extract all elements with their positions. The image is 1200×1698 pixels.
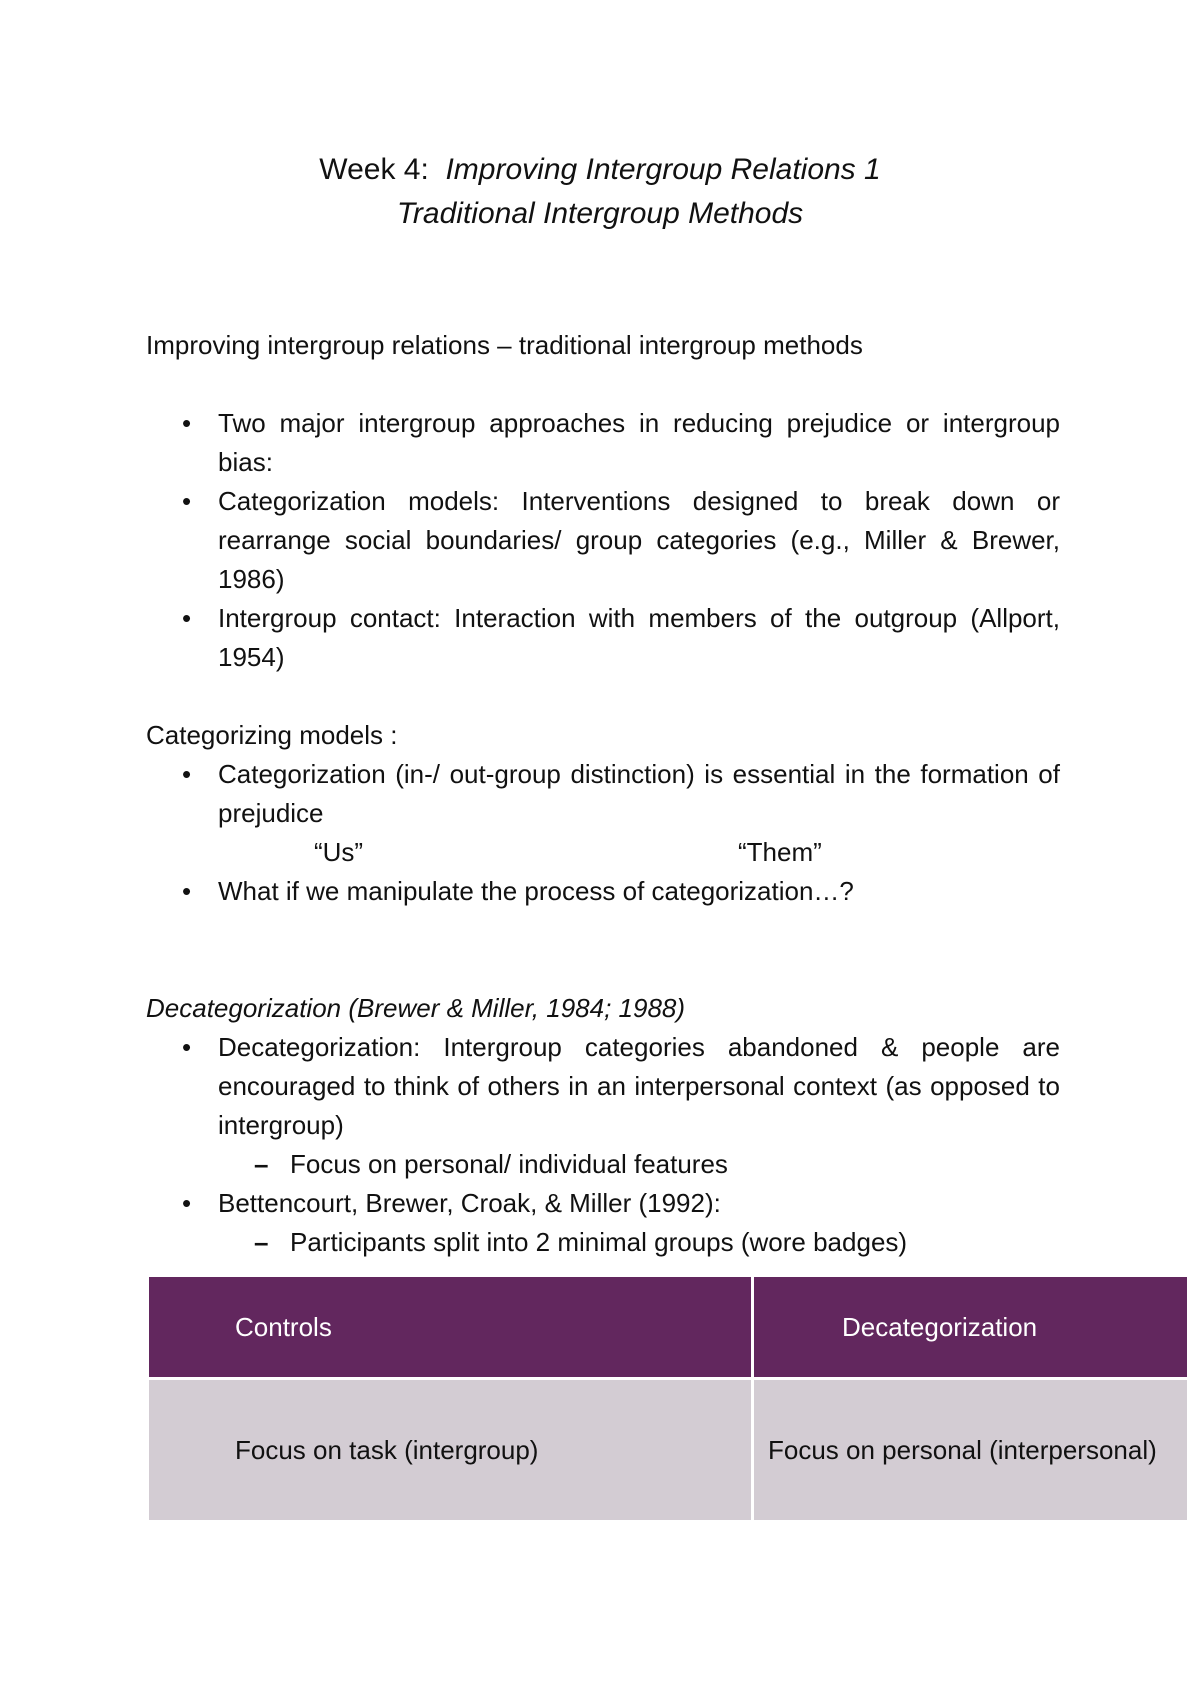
title-topic: Improving Intergroup Relations 1: [445, 153, 881, 186]
bullet-item: [146, 1184, 1060, 1262]
study-conditions-table: [146, 1274, 1190, 1523]
title-week: Week 4:: [319, 153, 429, 186]
bullet-list-categorizing: [146, 755, 1060, 911]
table-cell-decategorization: Focus on personal (interpersonal): [753, 1379, 1189, 1522]
bullet-item: [146, 1028, 1060, 1184]
bullet-list-approaches: [146, 404, 1060, 677]
sub-bullet-list: [218, 1145, 1060, 1184]
table-header-controls: Controls: [148, 1276, 753, 1379]
us-label: “Us”: [314, 837, 364, 867]
document-body: [146, 326, 1060, 1262]
table-cell-controls: Focus on task (intergroup): [148, 1379, 753, 1522]
sub-bullet-item: – Participants split into 2 minimal groups (wore badges): [218, 1223, 1060, 1262]
document-title: [0, 148, 1200, 236]
section-heading-decategorization: Decategorization (Brewer & Miller, 1984; 1988): [146, 993, 686, 1023]
bullet-text: Bettencourt, Brewer, Croak, & Miller (1992):: [218, 1188, 721, 1218]
section-heading-categorizing-models: Categorizing models :: [146, 720, 398, 750]
table-row: [148, 1379, 1189, 1522]
bullet-list-decategorization: [146, 1028, 1060, 1262]
bullet-item: • Categorization models: Interventions designed to break down or rearrange social boundaries/ group categories (e.g., Miller & Brewer, 1986): [146, 482, 1060, 599]
section-heading-traditional-methods: Improving intergroup relations – traditional intergroup methods: [146, 330, 863, 360]
bullet-text: Decategorization: Intergroup categories abandoned & people are encouraged to think of others in an interpersonal context (as opposed to intergroup): [218, 1032, 1060, 1140]
bullet-item: [146, 755, 1060, 872]
them-label: “Them”: [738, 837, 822, 867]
us-them-labels: [218, 833, 1060, 872]
table-header-row: [148, 1276, 1189, 1379]
bullet-item: • What if we manipulate the process of categorization…?: [146, 872, 1060, 911]
sub-bullet-item: – Focus on personal/ individual features: [218, 1145, 1060, 1184]
table-header-decategorization: Decategorization: [753, 1276, 1189, 1379]
title-subtitle: Traditional Intergroup Methods: [396, 197, 804, 230]
sub-bullet-list: [218, 1223, 1060, 1262]
bullet-item: • Intergroup contact: Interaction with members of the outgroup (Allport, 1954): [146, 599, 1060, 677]
bullet-text: Categorization (in-/ out-group distinction) is essential in the formation of prejudice: [218, 759, 1060, 828]
title-line-1: [0, 148, 1200, 192]
bullet-item: • Two major intergroup approaches in reducing prejudice or intergroup bias:: [146, 404, 1060, 482]
